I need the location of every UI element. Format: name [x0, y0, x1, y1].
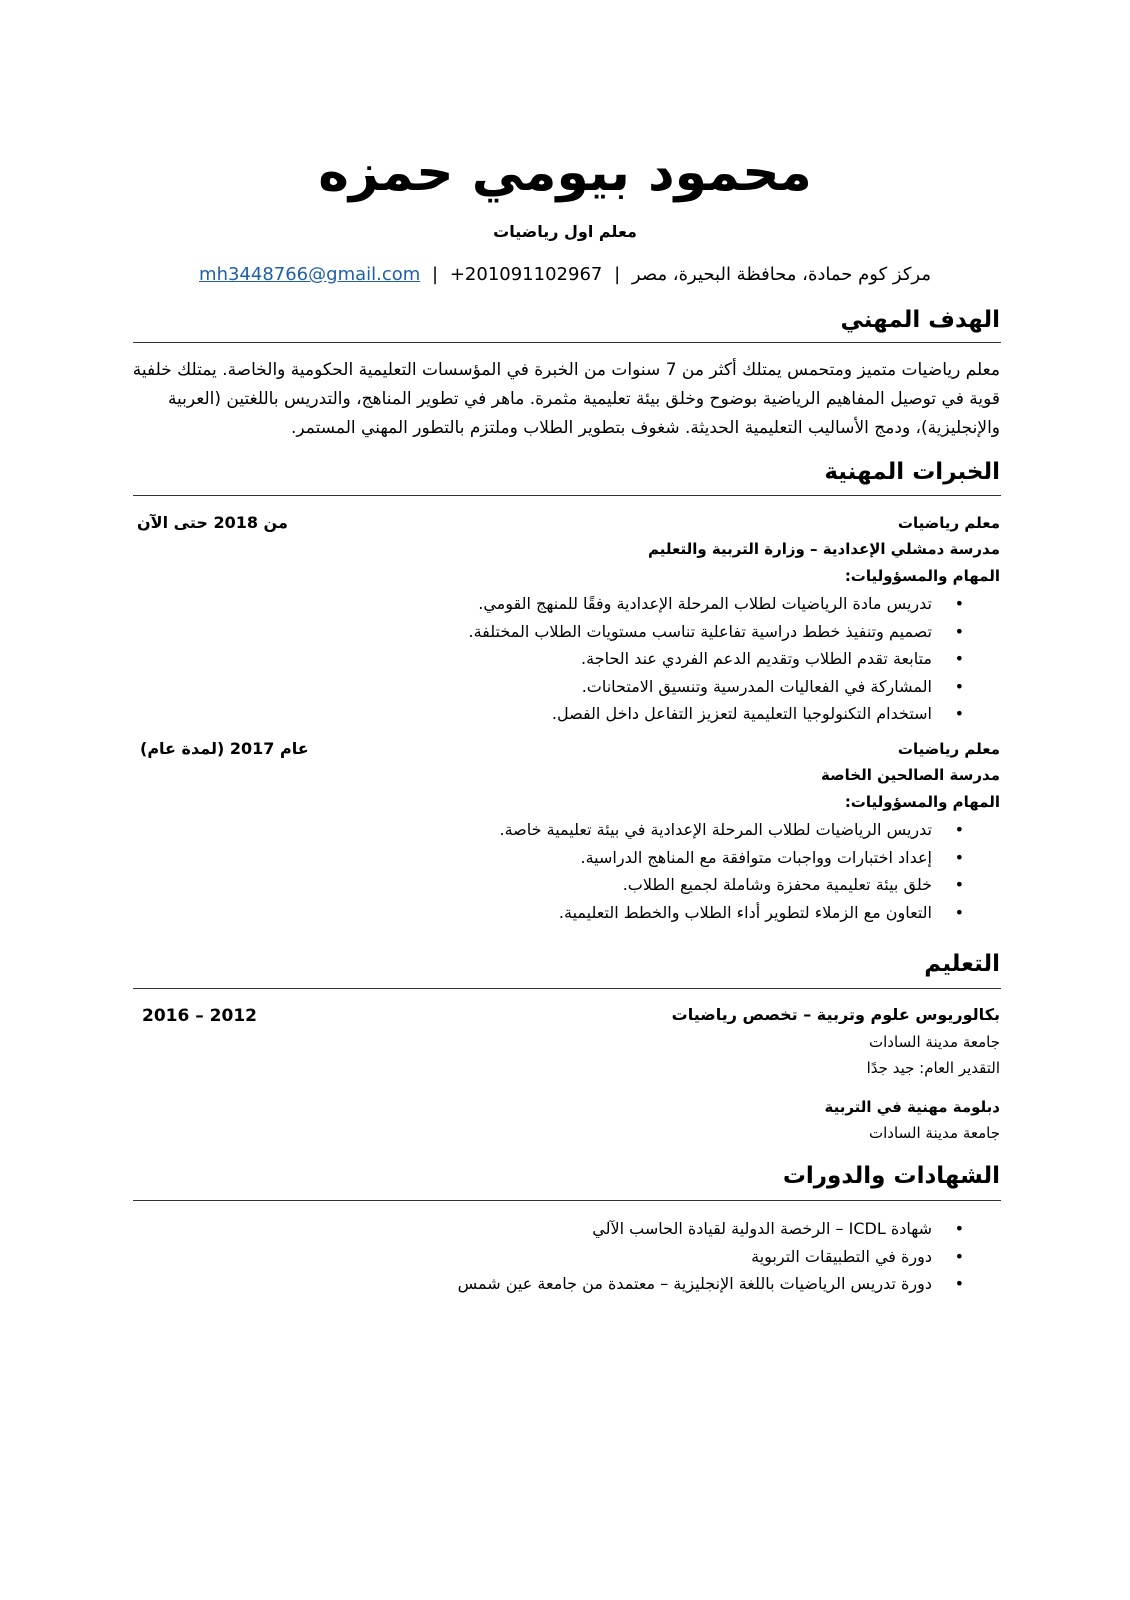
certificates-heading: الشهادات والدورات	[782, 1163, 1000, 1189]
job-title: معلم اول رياضيات	[493, 222, 637, 241]
list-item: • المشاركة في الفعاليات المدرسية وتنسيق الامتحانات.	[469, 673, 1001, 701]
list-item: • دورة تدريس الرياضيات باللغة الإنجليزية – معتمدة من جامعة عين شمس	[458, 1270, 1000, 1298]
duties-list	[500, 816, 1000, 926]
objective-heading: الهدف المهني	[840, 307, 1000, 333]
duties-list	[469, 590, 1001, 728]
list-item: • تدريس الرياضيات لطلاب المرحلة الإعدادية في بيئة تعليمية خاصة.	[500, 816, 1000, 844]
certificates-list	[458, 1215, 1000, 1298]
section-divider	[133, 342, 1001, 343]
duties-label: المهام والمسؤوليات:	[844, 793, 1000, 811]
section-divider	[133, 988, 1001, 989]
degree-date: 2012 – 2016	[142, 1006, 257, 1026]
location-text: مركز كوم حمادة، محافظة البحيرة، مصر	[631, 264, 931, 285]
list-item: • خلق بيئة تعليمية محفزة وشاملة لجميع الطلاب.	[500, 871, 1000, 899]
degree-title: دبلومة مهنية في التربية	[824, 1098, 1000, 1116]
list-item: • شهادة ICDL – الرخصة الدولية لقيادة الحاسب الآلي	[458, 1215, 1000, 1243]
list-item: • تدريس مادة الرياضيات لطلاب المرحلة الإعدادية وفقًا للمنهج القومي.	[469, 590, 1001, 618]
list-item: • تصميم وتنفيذ خطط دراسية تفاعلية تناسب مستويات الطلاب المختلفة.	[469, 618, 1001, 646]
job-title: معلم رياضيات	[897, 740, 1000, 758]
contact-line	[0, 264, 1130, 285]
phone-number: +201091102967	[449, 264, 603, 285]
section-divider	[133, 1200, 1001, 1201]
email-link[interactable]: mh3448766@gmail.com	[199, 264, 421, 285]
contact-separator: |	[614, 264, 621, 285]
objective-text: معلم رياضيات متميز ومتحمس يمتلك أكثر من 7 سنوات من الخبرة في المؤسسات التعليمية الحكومية والخاصة. يمتلك خلفية قوية في توصيل المفاهيم الرياضية بوضوح وخلق بيئة تعليمية مثمرة. ماهر في تطوير المناهج، والتدريس باللغتين (العربية والإنجليزية)، ودمج الأساليب التعليمية الحديثة. شغوف بتطوير الطلاب وملتزم بالتطور المهني المستمر.	[132, 360, 1000, 438]
list-item: • استخدام التكنولوجيا التعليمية لتعزيز التفاعل داخل الفصل.	[469, 700, 1001, 728]
job-date: عام 2017 (لمدة عام)	[140, 739, 309, 758]
degree-school: جامعة مدينة السادات	[868, 1033, 1000, 1051]
list-item: • دورة في التطبيقات التربوية	[458, 1243, 1000, 1271]
duties-label: المهام والمسؤوليات:	[844, 567, 1000, 585]
list-item: • متابعة تقدم الطلاب وتقديم الدعم الفردي عند الحاجة.	[469, 645, 1001, 673]
degree-grade: التقدير العام: جيد جدًا	[866, 1059, 1000, 1077]
contact-separator: |	[432, 264, 439, 285]
candidate-name: محمود بيومي حمزه	[318, 143, 812, 203]
education-heading: التعليم	[924, 951, 1000, 977]
list-item: • التعاون مع الزملاء لتطوير أداء الطلاب والخطط التعليمية.	[500, 899, 1000, 927]
job-title: معلم رياضيات	[897, 514, 1000, 532]
section-divider	[133, 495, 1001, 496]
degree-school: جامعة مدينة السادات	[868, 1124, 1000, 1142]
degree-title: بكالوريوس علوم وتربية – تخصص رياضيات	[671, 1005, 1000, 1024]
job-employer: مدرسة الصالحين الخاصة	[821, 766, 1000, 784]
experience-heading: الخبرات المهنية	[824, 459, 1000, 485]
job-date: من 2018 حتى الآن	[137, 513, 288, 532]
job-employer: مدرسة دمشلي الإعدادية – وزارة التربية والتعليم	[648, 540, 1000, 558]
list-item: • إعداد اختبارات وواجبات متوافقة مع المناهج الدراسية.	[500, 844, 1000, 872]
